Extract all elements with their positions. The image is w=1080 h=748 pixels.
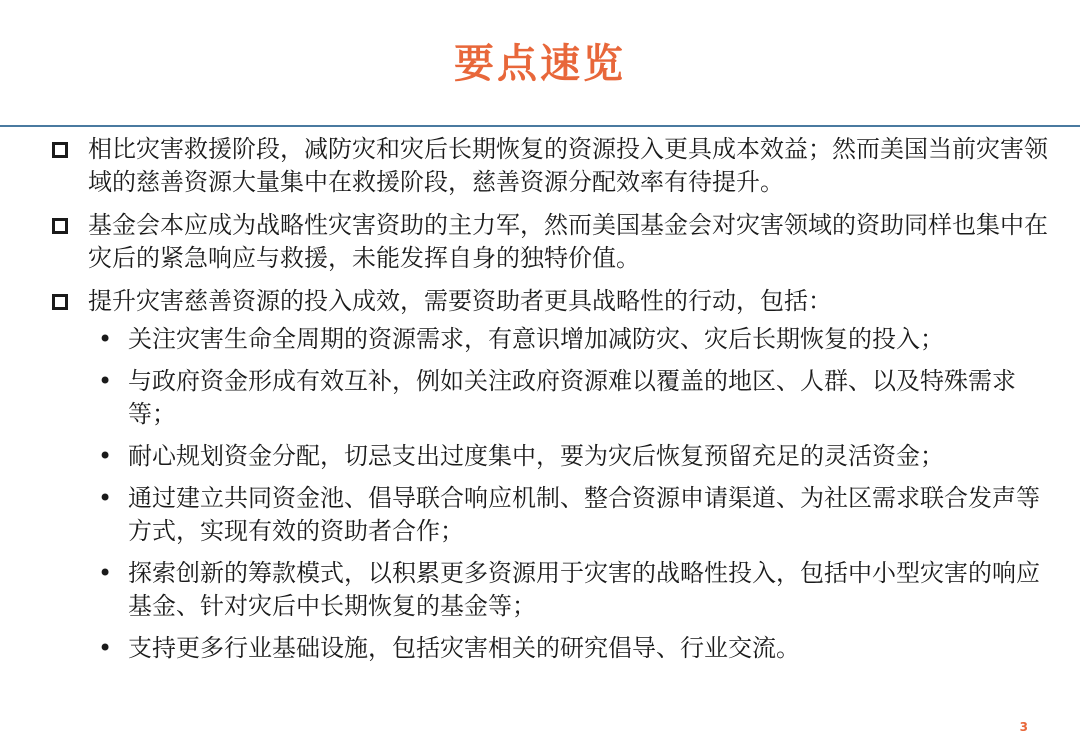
key-point-1-text: 相比灾害救援阶段，减防灾和灾后长期恢复的资源投入更具成本效益；然而美国当前灾害领域的慈善资源大量集中在救援阶段，慈善资源分配效率有待提升。 [88, 135, 1048, 196]
action-item-3 [88, 440, 1050, 473]
title-divider [0, 125, 1080, 127]
action-item-5-text: 探索创新的筹款模式，以积累更多资源用于灾害的战略性投入，包括中小型灾害的响应基金、针对灾后中长期恢复的基金等； [128, 559, 1040, 620]
square-bullet-icon [52, 142, 68, 158]
action-item-6-text: 支持更多行业基础设施，包括灾害相关的研究倡导、行业交流。 [128, 634, 800, 662]
dot-bullet-icon: • [98, 325, 113, 353]
dot-bullet-icon: • [98, 634, 113, 662]
action-item-4-text: 通过建立共同资金池、倡导联合响应机制、整合资源申请渠道、为社区需求联合发声等方式，实现有效的资助者合作； [128, 484, 1040, 545]
page-number: 3 [1019, 720, 1028, 734]
square-bullet-icon [52, 218, 68, 234]
action-item-3-text: 耐心规划资金分配，切忌支出过度集中，要为灾后恢复预留充足的灵活资金； [128, 442, 944, 470]
action-item-1-text: 关注灾害生命全周期的资源需求，有意识增加减防灾、灾后长期恢复的投入； [128, 325, 944, 353]
action-list [88, 323, 1050, 665]
action-item-5 [88, 557, 1050, 623]
key-point-1 [50, 133, 1050, 199]
action-item-2-text: 与政府资金形成有效互补，例如关注政府资源难以覆盖的地区、人群、以及特殊需求等； [128, 367, 1016, 428]
key-points [50, 133, 1050, 675]
key-point-3 [50, 285, 1050, 665]
dot-bullet-icon: • [98, 484, 113, 512]
action-item-4 [88, 482, 1050, 548]
action-item-6 [88, 632, 1050, 665]
key-point-3-text: 提升灾害慈善资源的投入成效，需要资助者更具战略性的行动，包括： [88, 287, 832, 315]
dot-bullet-icon: • [98, 442, 113, 470]
key-point-2 [50, 209, 1050, 275]
slide-title: 要点速览 [454, 41, 626, 87]
action-item-1 [88, 323, 1050, 356]
square-bullet-icon [52, 294, 68, 310]
key-point-2-text: 基金会本应成为战略性灾害资助的主力军，然而美国基金会对灾害领域的资助同样也集中在灾后的紧急响应与救援，未能发挥自身的独特价值。 [88, 211, 1048, 272]
action-item-2 [88, 365, 1050, 431]
dot-bullet-icon: • [98, 559, 113, 587]
dot-bullet-icon: • [98, 367, 113, 395]
